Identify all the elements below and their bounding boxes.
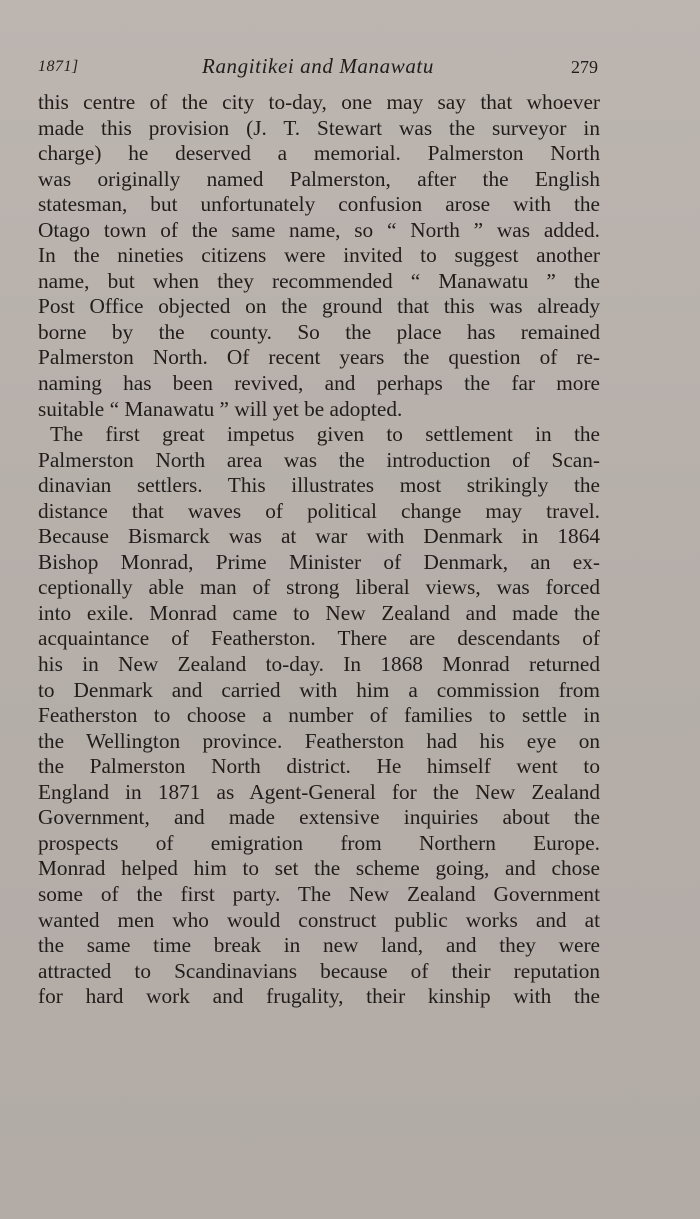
header-year: 1871]	[38, 58, 79, 75]
text-line: this centre of the city to-day, one may say that whoever	[38, 90, 600, 114]
text-line: name, but when they recommended “ Manawatu ” the	[38, 268, 600, 293]
text-line: statesman, but unfortunately confusion arose with the	[38, 192, 600, 217]
text-line: Because Bismarck was at war with Denmark in 1864	[38, 524, 600, 549]
text-line: suitable “ Manawatu ” will yet be adopted.	[38, 396, 403, 421]
text-line: acquaintance of Featherston. There are descendants of	[38, 626, 600, 651]
page-number: 279	[571, 57, 598, 77]
text-line: In the nineties citizens were invited to suggest another	[38, 243, 600, 268]
header-title: Rangitikei and Manawatu	[202, 54, 434, 78]
text-line: England in 1871 as Agent-General for the New Zealand	[38, 779, 600, 804]
text-line: attracted to Scandinavians because of their reputation	[38, 958, 600, 983]
text-line: some of the first party. The New Zealand Government	[38, 881, 600, 906]
text-line: Post Office objected on the ground that this was already	[38, 294, 600, 319]
text-line: into exile. Monrad came to New Zealand and made the	[38, 600, 600, 625]
text-line: The first great impetus given to settlement in the	[50, 422, 600, 447]
text-line: charge) he deserved a memorial. Palmerston North	[38, 141, 600, 166]
text-line: Otago town of the same name, so “ North ” was added.	[38, 217, 600, 242]
text-line: made this provision (J. T. Stewart was the surveyor in	[38, 115, 600, 140]
running-header	[38, 54, 598, 82]
text-line: the Palmerston North district. He himself went to	[38, 754, 600, 779]
text-line: naming has been revived, and perhaps the far more	[38, 371, 600, 396]
text-line: Palmerston North. Of recent years the question of re-	[38, 345, 600, 370]
text-line: for hard work and frugality, their kinship with the	[38, 984, 600, 1009]
text-line: prospects of emigration from Northern Europe.	[38, 830, 600, 855]
text-line: distance that waves of political change may travel.	[38, 498, 600, 523]
text-line: his in New Zealand to-day. In 1868 Monrad returned	[38, 652, 600, 677]
text-line: was originally named Palmerston, after the English	[38, 166, 600, 191]
body-text	[38, 90, 600, 1010]
text-line: Featherston to choose a number of families to settle in	[38, 703, 600, 728]
text-line: Government, and made extensive inquiries about the	[38, 805, 600, 830]
text-line: Bishop Monrad, Prime Minister of Denmark, an ex-	[38, 549, 600, 574]
text-line: ceptionally able man of strong liberal views, was forced	[38, 575, 600, 600]
text-line: to Denmark and carried with him a commission from	[38, 677, 600, 702]
text-line: dinavian settlers. This illustrates most strikingly the	[38, 473, 600, 498]
text-line: borne by the county. So the place has remained	[38, 319, 600, 344]
text-line: the Wellington province. Featherston had his eye on	[38, 728, 600, 753]
text-line: Monrad helped him to set the scheme going, and chose	[38, 856, 600, 881]
text-line: wanted men who would construct public works and at	[38, 907, 600, 932]
text-line: the same time break in new land, and they were	[38, 933, 600, 958]
text-line: Palmerston North area was the introduction of Scan-	[38, 447, 600, 472]
